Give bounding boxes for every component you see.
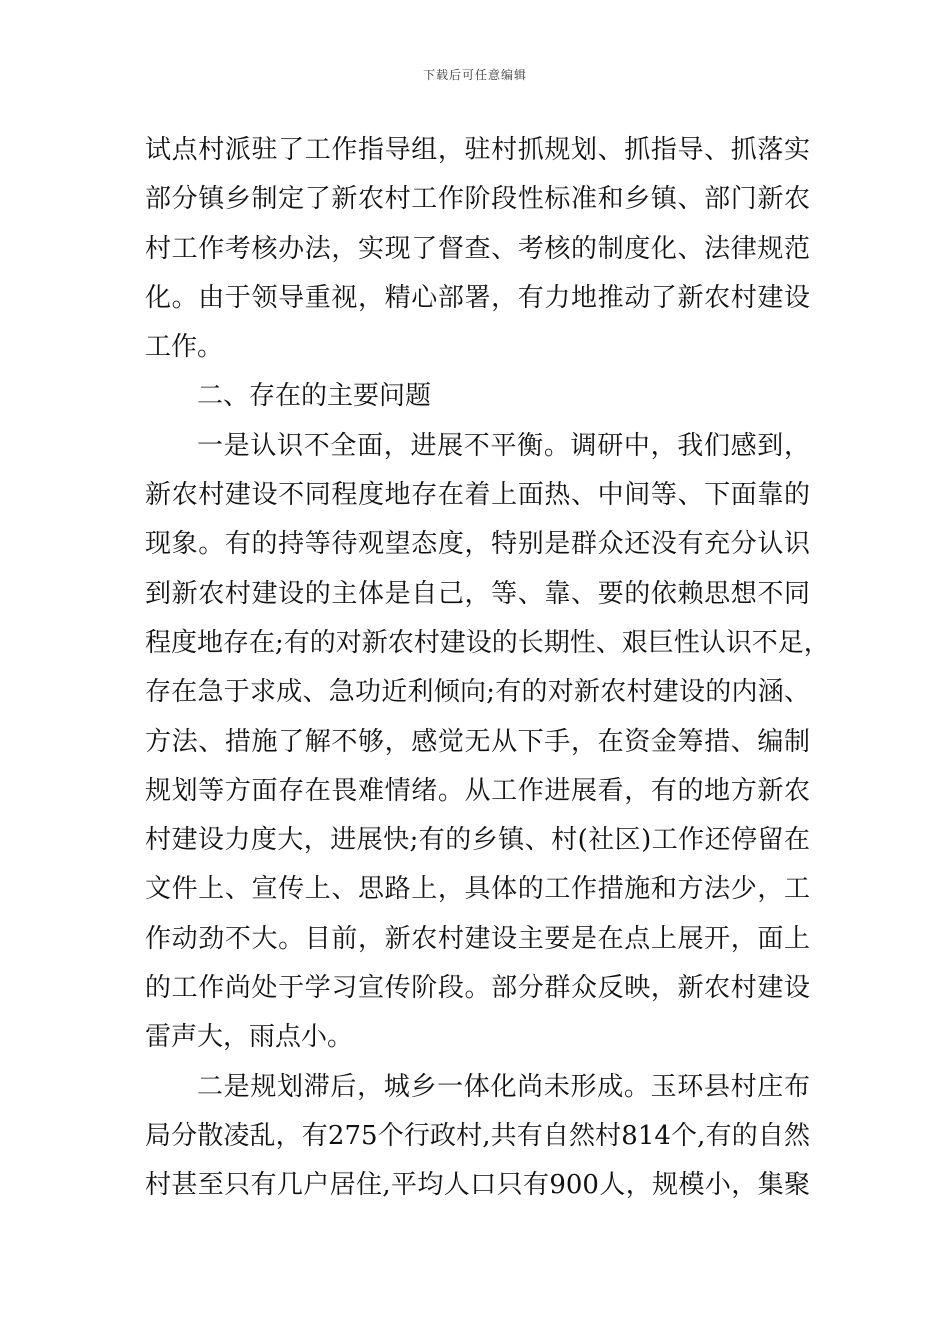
text-line: 雷声大，雨点小。 bbox=[145, 1022, 354, 1053]
text-line: 作动劲不大。目前，新农村建设主要是在点上展开，面上 bbox=[145, 923, 810, 954]
text-line: 现象。有的持等待观望态度，特别是群众还没有充分认识 bbox=[145, 529, 810, 560]
text-line: 局分散凌乱，有275个行政村,共有自然村814个,有的自然 bbox=[145, 1120, 810, 1151]
text-line: 到新农村建设的主体是自己，等、靠、要的依赖思想不同 bbox=[145, 578, 810, 609]
text-line: 文件上、宣传上、思路上，具体的工作措施和方法少，工 bbox=[145, 874, 810, 905]
page-header: 下载后可任意编辑 bbox=[422, 68, 527, 82]
text-line: 存在急于求成、急功近利倾向;有的对新农村建设的内涵、 bbox=[145, 677, 810, 708]
text-line: 村甚至只有几户居住,平均人口只有900人，规模小，集聚 bbox=[145, 1170, 810, 1201]
text-line: 村建设力度大，进展快;有的乡镇、村(社区)工作还停留在 bbox=[145, 825, 810, 856]
text-line: 程度地存在;有的对新农村建设的长期性、艰巨性认识不足， bbox=[145, 627, 830, 658]
text-line: 二、存在的主要问题 bbox=[197, 381, 432, 412]
text-line: 的工作尚处于学习宣传阶段。部分群众反映，新农村建设 bbox=[145, 973, 810, 1004]
text-line: 工作。 bbox=[145, 332, 224, 363]
text-line: 一是认识不全面，进展不平衡。调研中，我们感到， bbox=[197, 430, 810, 461]
text-line: 化。由于领导重视，精心部署，有力地推动了新农村建设 bbox=[145, 282, 810, 313]
text-line: 部分镇乡制定了新农村工作阶段性标准和乡镇、部门新农 bbox=[145, 184, 810, 215]
document-body bbox=[145, 126, 830, 1211]
text-line: 规划等方面存在畏难情绪。从工作进展看，有的地方新农 bbox=[145, 775, 810, 806]
text-line: 试点村派驻了工作指导组，驻村抓规划、抓指导、抓落实 bbox=[145, 135, 810, 165]
text-line: 二是规划滞后，城乡一体化尚未形成。玉环县村庄布 bbox=[197, 1071, 810, 1102]
text-line: 方法、措施了解不够，感觉无从下手，在资金筹措、编制 bbox=[145, 726, 810, 757]
text-line: 新农村建设不同程度地存在着上面热、中间等、下面靠的 bbox=[145, 480, 810, 511]
text-line: 村工作考核办法，实现了督查、考核的制度化、法律规范 bbox=[145, 233, 810, 264]
